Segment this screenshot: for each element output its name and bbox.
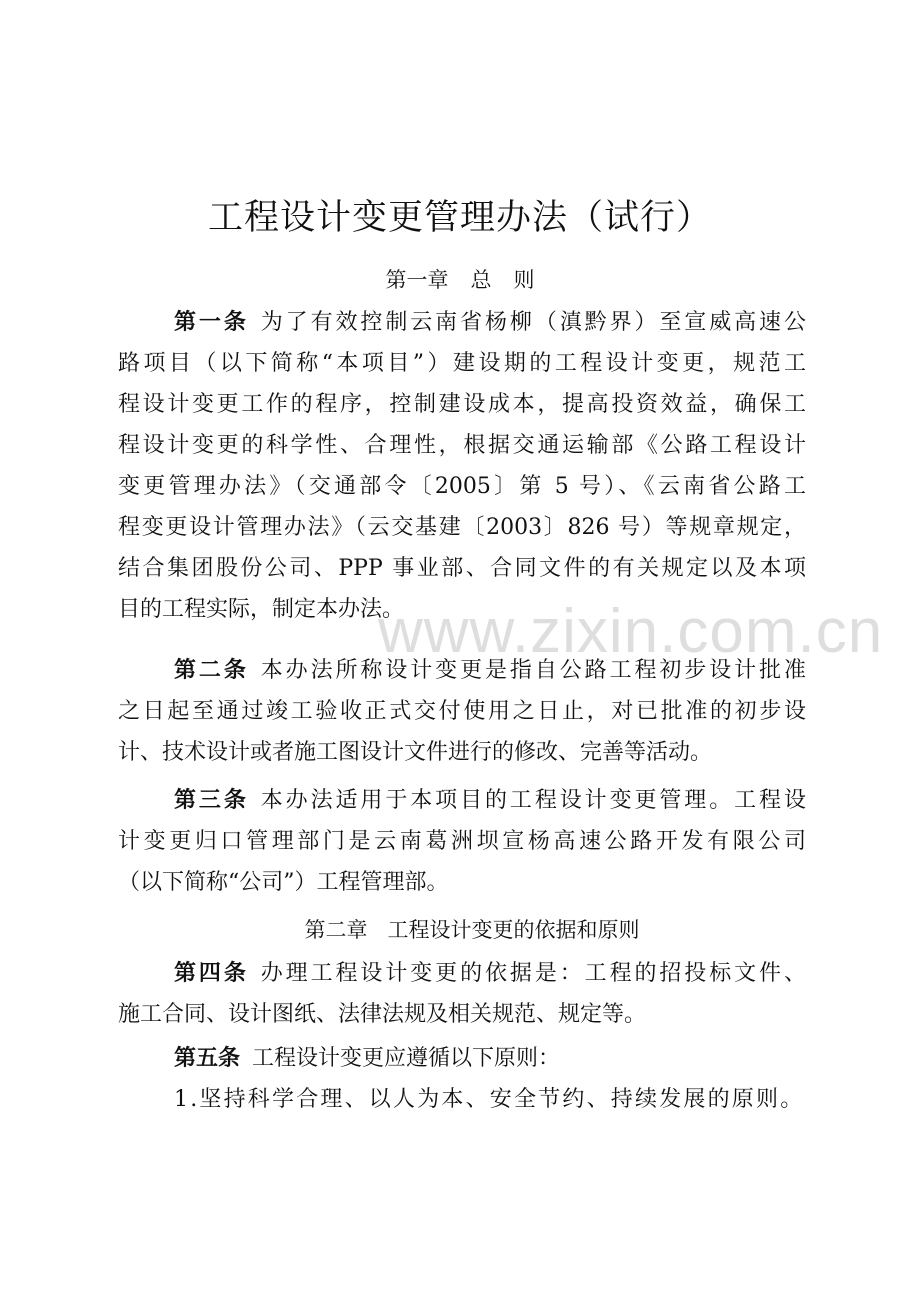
list-item: 1.坚持科学合理、以人为本、安全节约、持续发展的原则。 [174,1087,805,1112]
chapter-1-heading [0,264,920,294]
article-5 [118,1038,806,1120]
article-text: 计、技术设计或者施工图设计文件进行的修改、完善等活动。 [118,740,713,765]
article-label: 第五条 [174,1046,241,1071]
article-2 [118,650,806,773]
chapter-name: 工程设计变更的依据和原则 [387,918,640,942]
chapter-number: 第一章 [385,268,449,292]
document-title: 工程设计变更管理办法（试行） [207,198,712,238]
article-text: 计变更归口管理部门是云南葛洲坝宣杨高速公路开发有限公司 [118,829,806,854]
article-text: 办理工程设计变更的依据是：工程的招投标文件、 [260,961,806,986]
article-text: （以下简称“公司”）工程管理部。 [118,870,449,895]
article-text: 工程设计变更应遵循以下原则： [252,1046,561,1071]
chapter-name: 总 [470,268,492,292]
article-3 [118,780,806,903]
article-label: 第二条 [174,658,249,683]
article-text: 程设计变更工作的程序，控制建设成本，提高投资效益，确保工 [118,392,806,417]
article-text: 目的工程实际，制定本办法。 [118,597,405,622]
article-text: 路项目（以下简称“本项目”）建设期的工程设计变更，规范工 [118,351,806,376]
article-text: 之日起至通过竣工验收正式交付使用之日止，对已批准的初步设 [118,699,806,724]
article-text: 程设计变更的科学性、合理性，根据交通运输部《公路工程设计 [118,433,806,458]
article-1 [118,302,806,630]
article-label: 第三条 [174,788,249,813]
article-label: 第一条 [174,310,249,335]
chapter-number: 第二章 [304,918,368,942]
article-text: 本办法所称设计变更是指自公路工程初步设计批准 [260,658,806,683]
chapter-name: 则 [513,268,535,292]
article-text: 变更管理办法》（交通部令〔2005〕第 5 号）、《云南省公路工 [118,474,806,499]
watermark: www.zixin.com.cn [378,597,884,666]
article-label: 第四条 [174,961,249,986]
article-4 [118,953,806,1035]
article-text: 程变更设计管理办法》（云交基建〔2003〕826 号）等规章规定， [118,515,806,540]
article-text: 本办法适用于本项目的工程设计变更管理。工程设 [260,788,806,813]
article-text: 为了有效控制云南省杨柳（滇黔界）至宣威高速公 [260,310,806,335]
article-text: 施工合同、设计图纸、法律法规及相关规范、规定等。 [118,1002,647,1027]
article-text: 结合集团股份公司、PPP 事业部、合同文件的有关规定以及本项 [118,556,806,581]
chapter-2-heading [12,914,920,944]
